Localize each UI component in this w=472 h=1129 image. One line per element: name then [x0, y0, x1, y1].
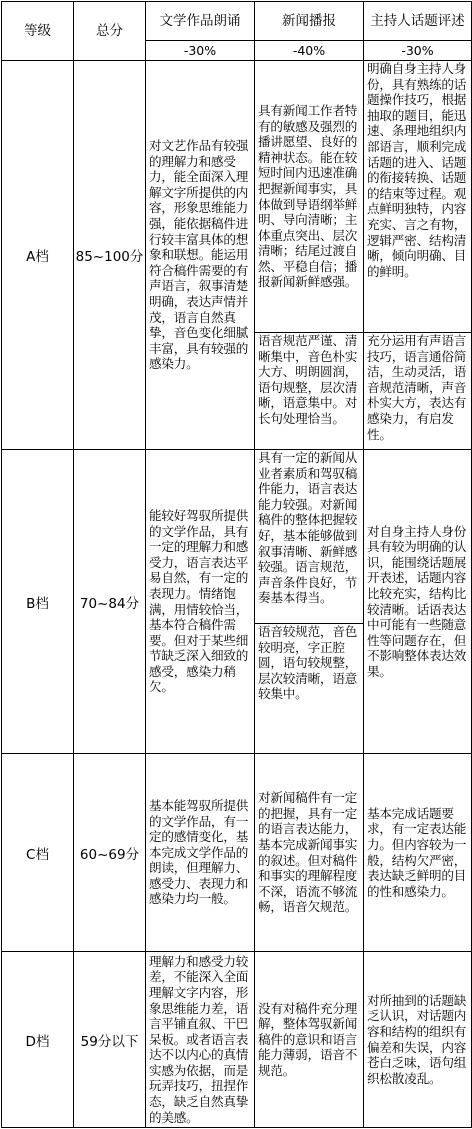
score-c: 60~69分: [74, 754, 146, 952]
news-a-content: 具有新闻工作者特有的敏感及强烈的播讲愿望、良好的精神状态。能在较短时间内迅速准确把握新闻事实，具体做到导语纲举鲜明、导向清晰；主体重点突出、层次清晰；结尾过渡自然、平稳自信；播报新闻新鲜感强。: [255, 61, 364, 333]
header-row: [2, 2, 472, 41]
news-d: 没有对稿件充分理解，整体驾驭新闻稿件的意识和语言能力薄弱，语音不规范。: [255, 952, 364, 1128]
header-reading: 文学作品朗诵: [146, 2, 255, 41]
grade-c: C档: [2, 754, 74, 952]
host-a-voice: 充分运用有声语言技巧，语言通俗简洁，生动灵活，语音规范清晰，声音朴实大方，表达有感染力，有启发性。: [364, 333, 472, 450]
header-host: 主持人话题评述: [364, 2, 472, 41]
weight-reading: -30%: [146, 41, 255, 61]
score-d: 59分以下: [74, 952, 146, 1128]
grade-d: D档: [2, 952, 74, 1128]
news-b-voice: 语音较规范，音色较明亮，字正腔圆，语句较规整，层次较清晰，语意较集中。: [255, 624, 364, 754]
reading-c: 基本能驾驭所提供的文学作品，有一定的感情变化，基本完成文学作品的朗读，但理解力、感受力、表现力和感染力均一般。: [146, 754, 255, 952]
header-news: 新闻播报: [255, 2, 364, 41]
row-a-top: [2, 61, 472, 333]
row-c: [2, 754, 472, 952]
weight-news: -40%: [255, 41, 364, 61]
score-a: 85~100分: [74, 61, 146, 450]
weight-host: -30%: [364, 41, 472, 61]
news-a-voice: 语音规范严谨、清晰集中，音色朴实大方、明朗圆润，语句规整，层次清晰，语意集中。对长句处理恰当。: [255, 333, 364, 450]
score-b: 70~84分: [74, 450, 146, 754]
reading-b: 能较好驾驭所提供的文学作品，具有一定的理解力和感受力，语言表达平易自然，有一定的表现力。情绪饱满，用情较恰当，基本符合稿件需要。但对于某些细节缺乏深入细致的感受，感染力稍欠。: [146, 450, 255, 754]
row-d: [2, 952, 472, 1128]
host-b: 对自身主持人身份具有较为明确的认识，能围绕话题展开表述，话题内容比较充实，结构比较清晰。话语表达中可能有一些随意性等问题存在，但不影响整体表达效果。: [364, 450, 472, 754]
host-d: 对所抽到的话题缺乏认识，对话题内容和结构的组织有偏差和失误，内容苍白乏味，语句组织松散凌乱。: [364, 952, 472, 1128]
reading-a: 对文艺作品有较强的理解力和感受力，能全面深入理解文字所提供的内容，形象思维能力强，能依据稿件进行较丰富具体的想象和联想。能运用符合稿件需要的有声语言，叙事清楚明确，表达声情并茂，语言自然真挚，音色变化细腻丰富，具有较强的感染力。: [146, 61, 255, 450]
scoring-rubric-table: [1, 1, 472, 1128]
reading-d: 理解力和感受力较差，不能深入全面理解文字内容，形象思维能力差，语言平铺直叙、干巴呆板。或者语言表达不以内心的真情实感为依据，而是玩弄技巧，扭捏作态，缺乏自然真挚的美感。: [146, 952, 255, 1128]
host-a-content: 明确自身主持人身份，具有熟练的话题操作技巧，根据抽取的题目，能迅速、条理地组织内部语言，顺利完成话题的进入、话题的衔接转换、话题的结束等过程。观点鲜明独特，内容充实、言之有物，逻辑严密、结构清晰，倾向明确、目的鲜明。: [364, 61, 472, 333]
host-c: 基本完成话题要求，有一定表达能力。但内容较为一般，结构欠严密，表达缺乏鲜明的目的性和感染力。: [364, 754, 472, 952]
header-level: 等级: [2, 2, 74, 61]
news-b-content: 具有一定的新闻从业者素质和驾驭稿件能力，语言表达能力较强。对新闻稿件的整体把握较好，基本能够做到叙事清晰、新鲜感较强。语言规范，声音条件良好，节奏基本得当。: [255, 450, 364, 624]
grade-b: B档: [2, 450, 74, 754]
news-c: 对新闻稿件有一定的把握，具有一定的语言表达能力，基本完成新闻事实的叙述。但对稿件和事实的理解程度不深，语流不够流畅，语音欠规范。: [255, 754, 364, 952]
grade-a: A档: [2, 61, 74, 450]
row-b-top: [2, 450, 472, 624]
header-total: 总分: [74, 2, 146, 61]
